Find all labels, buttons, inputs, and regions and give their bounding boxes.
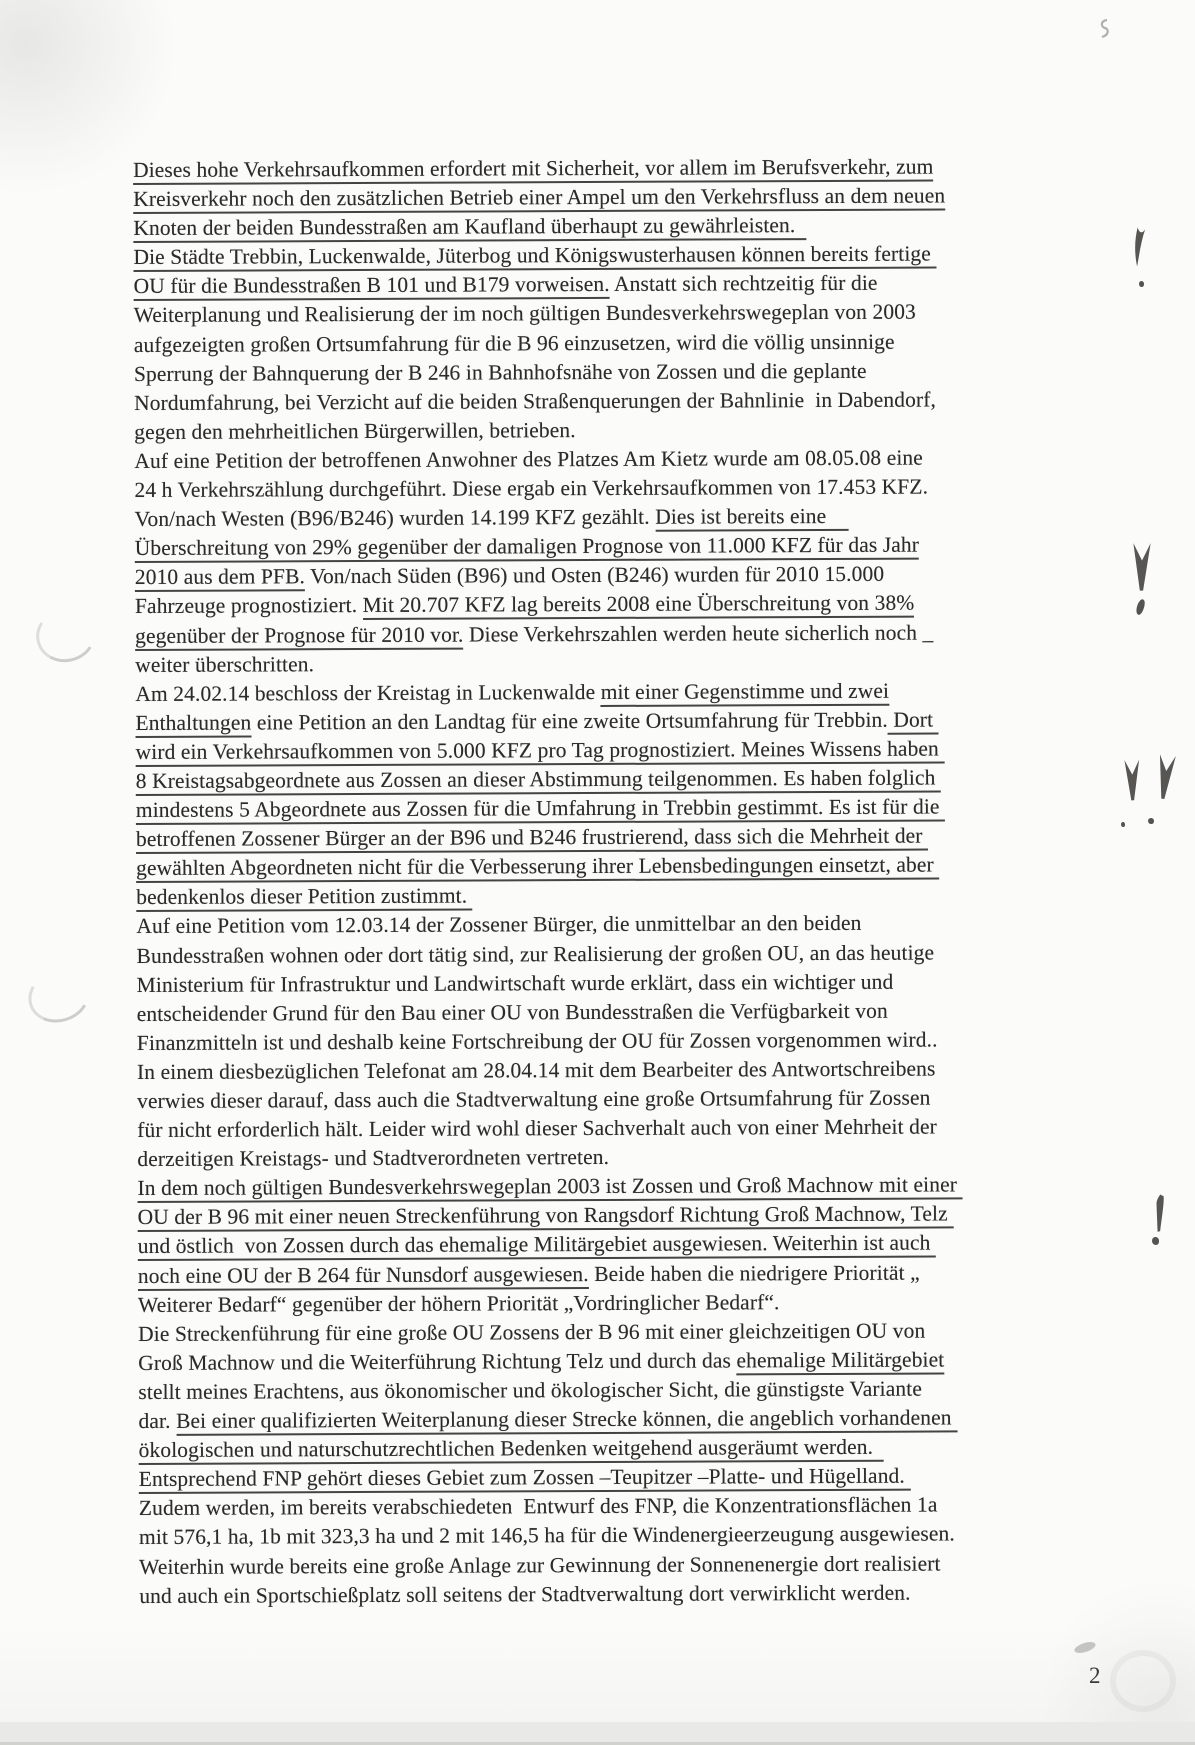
text-line xyxy=(135,647,1055,680)
text-line xyxy=(134,268,1054,301)
underlined-text: mindestens 5 Abgeordnete aus Zossen für die Umfahrung in Trebbin gestimmt. Es ist für die xyxy=(136,795,945,826)
text-segment: für nicht erforderlich hält. Leider wird wohl dieser Sachverhalt auch von einer Mehrheit der xyxy=(137,1114,937,1143)
text-segment: Weiterhin wurde bereits eine große Anlage zur Gewinnung der Sonnenenergie dort realisiert xyxy=(139,1550,941,1579)
handwritten-check-mark-1 xyxy=(1130,220,1149,275)
underlined-text: und östlich von Zossen durch das ehemalige Militärgebiet ausgewiesen. Weiterhin ist auch xyxy=(138,1231,936,1261)
text-line xyxy=(136,850,1056,883)
ink-dot-3 xyxy=(1121,822,1125,827)
text-segment: Auf eine Petition vom 12.03.14 der Zossener Bürger, die unmittelbar an den beiden xyxy=(136,911,862,939)
ink-dot-2 xyxy=(1135,598,1147,615)
text-line xyxy=(139,1490,1059,1523)
text-segment: Die Streckenführung für eine große OU Zossens der B 96 mit einer gleichzeitigen OU von xyxy=(138,1318,926,1346)
underlined-text: Kreisverkehr noch den zusätzlichen Betrieb einer Ampel um den Verkehrsfluss an dem neuen xyxy=(133,184,945,215)
text-line xyxy=(134,472,1054,505)
smudge-top-right xyxy=(1096,18,1110,40)
text-segment: Sperrung der Bahnquerung der B 246 in Bahnhofsnähe von Zossen und die geplante xyxy=(133,358,867,386)
text-line xyxy=(138,1345,1058,1378)
underlined-text: noch eine OU der B 264 für Nunsdorf ausgewiesen. xyxy=(138,1262,589,1291)
punch-shadow-2 xyxy=(21,962,96,1031)
text-line xyxy=(138,1316,1058,1349)
text-line xyxy=(138,1199,1058,1232)
text-line xyxy=(136,938,1056,971)
text-line xyxy=(138,1287,1058,1320)
smudge-above-page-number xyxy=(1073,1640,1097,1655)
underlined-text: gewählten Abgeordneten nicht für die Verbesserung ihrer Lebensbedingungen einsetzt, aber xyxy=(136,853,939,884)
handwritten-check-mark-3 xyxy=(1120,758,1145,805)
underlined-text: ehemalige Militärgebiet xyxy=(736,1347,944,1375)
text-segment: verwies dieser darauf, dass auch die Stadtverwaltung eine große Ortsumfahrung für Zossen xyxy=(137,1085,931,1113)
handwritten-check-mark-4 xyxy=(1150,752,1180,804)
text-line xyxy=(137,1141,1057,1174)
text-line xyxy=(136,908,1056,941)
text-segment: Nordumfahrung, bei Verzicht auf die beiden Straßenquerungen der Bahnlinie in Dabendorf, xyxy=(134,387,936,415)
text-line xyxy=(138,1374,1058,1407)
text-segment: 24 h Verkehrszählung durchgeführt. Diese ergab ein Verkehrsaufkommen von 17.453 KFZ. xyxy=(134,474,929,503)
underlined-text: mit einer Gegenstimme und zwei xyxy=(601,678,890,706)
text-segment: Groß Machnow und die Weiterführung Richtung Telz und durch das xyxy=(138,1348,737,1375)
underlined-text: Dies ist bereits eine xyxy=(655,504,848,532)
underlined-text: OU der B 96 mit einer neuen Streckenführung von Rangsdorf Richtung Groß Machnow, Telz xyxy=(138,1202,954,1233)
text-segment: mit 576,1 ha, 1b mit 323,3 ha und 2 mit 146,5 ha für die Windenergieerzeugung ausgewiesen. xyxy=(138,1521,955,1550)
text-segment: Am 24.02.14 beschloss der Kreistag in Luckenwalde xyxy=(135,679,601,706)
text-segment: Ministerium für Infrastruktur und Landwirtschaft wurde erklärt, dass ein wichtiger und xyxy=(136,969,894,997)
text-segment: stellt meines Erachtens, aus ökonomischer und ökologischer Sicht, die günstigste Variante xyxy=(138,1376,922,1404)
text-line xyxy=(137,1170,1057,1203)
text-segment: dar. xyxy=(138,1408,177,1434)
text-segment: entscheidender Grund für den Bau einer OU von Bundesstraßen die Verfügbarkeit von xyxy=(136,998,888,1026)
text-line xyxy=(134,414,1054,447)
scan-edge xyxy=(0,1722,1195,1745)
text-segment: Anstatt sich rechtzeitig für die xyxy=(609,271,878,297)
text-line xyxy=(134,297,1054,330)
handwritten-exclamation-mark xyxy=(1149,1190,1168,1239)
text-line xyxy=(136,792,1056,825)
text-line xyxy=(135,559,1055,592)
text-line xyxy=(134,356,1054,389)
text-segment: und auch ein Sportschießplatz soll seitens der Stadtverwaltung dort verwirklicht werden. xyxy=(139,1580,911,1608)
underlined-text: 8 Kreistagsabgeordnete aus Zossen an dieser Abstimmung teilgenommen. Es haben folglich xyxy=(136,765,941,796)
page-number: 2 xyxy=(1089,1663,1101,1688)
text-line xyxy=(135,530,1055,563)
text-segment: Von/nach Süden (B96) und Osten (B246) wurden für 2010 15.000 xyxy=(304,562,885,589)
underlined-text: 2010 aus dem PFB. xyxy=(135,565,305,593)
underlined-text: Enthaltungen xyxy=(135,710,251,738)
text-line xyxy=(135,705,1055,738)
underlined-text: In dem noch gültigen Bundesverkehrswegeplan 2003 ist Zossen und Groß Machnow mit einer xyxy=(137,1173,962,1204)
text-line xyxy=(136,763,1056,796)
underlined-text: wird ein Verkehrsaufkommen von 5.000 KFZ pro Tag prognostiziert. Meines Wissens haben xyxy=(136,736,945,767)
text-segment: In einem diesbezüglichen Telefonat am 28.04.14 mit dem Bearbeiter des Antwortschreibens xyxy=(136,1056,936,1084)
underlined-text: Überschreitung von 29% gegenüber der damaligen Prognose von 11.000 KFZ für das Jahr xyxy=(135,533,919,563)
underlined-text: Die Städte Trebbin, Luckenwalde, Jüterbog und Königswusterhausen können bereits fertige xyxy=(133,242,936,273)
underlined-text: gegenüber der Prognose für 2010 vor. xyxy=(135,622,464,650)
text-line xyxy=(135,676,1055,709)
text-segment: Auf eine Petition der betroffenen Anwohner des Platzes Am Kietz wurde am 08.05.08 eine xyxy=(134,445,923,473)
text-segment: aufgezeigten großen Ortsumfahrung für die B 96 einzusetzen, wird die völlig unsinnige xyxy=(133,329,895,357)
text-segment: gegen den mehrheitlichen Bürgerwillen, betrieben. xyxy=(134,417,576,444)
underlined-text: betroffenen Zossener Bürger an der B96 und B246 frustrierend, dass sich die Mehrheit der xyxy=(136,824,928,854)
text-segment: weiter überschritten. xyxy=(135,651,315,677)
ink-dot-1 xyxy=(1139,281,1144,287)
text-line xyxy=(135,501,1055,534)
text-segment: Weiterplanung und Realisierung der im noch gültigen Bundesverkehrswegeplan von 2003 xyxy=(133,300,916,328)
text-line xyxy=(134,443,1054,476)
underlined-text: Dieses hohe Verkehrsaufkommen erfordert mit Sicherheit, vor allem im Berufsverkehr, zum xyxy=(133,155,933,185)
underlined-text: Bei einer qualifizierten Weiterplanung dieser Strecke können, die angeblich vorhandenen xyxy=(176,1405,957,1435)
text-line xyxy=(139,1461,1059,1494)
underlined-text: OU für die Bundesstraßen B 101 und B179 vorweisen. xyxy=(134,272,610,301)
text-line xyxy=(133,152,1053,185)
text-line xyxy=(139,1548,1059,1581)
underlined-text: Knoten der beiden Bundesstraßen am Kaufland überhaupt zu gewährleisten. xyxy=(133,213,806,243)
text-segment: Fahrzeuge prognostiziert. xyxy=(134,593,363,619)
text-line xyxy=(137,996,1057,1029)
text-line xyxy=(137,1025,1057,1058)
text-segment: derzeitigen Kreistags- und Stadtverordneten vertreten. xyxy=(137,1145,610,1172)
text-line xyxy=(139,1432,1059,1465)
text-segment: Bundesstraßen wohnen oder dort tätig sind, zur Realisierung der großen OU, an das heutige xyxy=(136,940,935,968)
document-lines xyxy=(133,152,1059,1611)
text-line xyxy=(134,327,1054,360)
text-line xyxy=(134,385,1054,418)
text-line xyxy=(138,1403,1058,1436)
text-line xyxy=(139,1578,1059,1611)
text-line xyxy=(133,239,1053,272)
punch-shadow-1 xyxy=(30,602,101,669)
text-line xyxy=(139,1519,1059,1552)
underlined-text: Entsprechend FNP gehört dieses Gebiet zum Zossen –Teupitzer –Platte- und Hügelland. xyxy=(139,1464,911,1494)
handwritten-check-mark-2 xyxy=(1129,541,1155,595)
underlined-text: ökologischen und naturschutzrechtlichen Bedenken weitgehend ausgeräumt werden. xyxy=(139,1435,884,1465)
text-line xyxy=(137,967,1057,1000)
text-segment: Diese Verkehrszahlen werden heute sicherlich noch _ xyxy=(463,620,934,647)
text-line xyxy=(133,181,1053,214)
ink-dot-5 xyxy=(1152,1237,1159,1245)
ink-dot-4 xyxy=(1148,818,1154,824)
underlined-text: Mit 20.707 KFZ lag bereits 2008 eine Überschreitung von 38% xyxy=(363,591,915,620)
text-line xyxy=(136,734,1056,767)
text-segment: Von/nach Westen (B96/B246) wurden 14.199 KFZ gezählt. xyxy=(134,504,656,532)
text-segment: Weiterer Bedarf“ gegenüber der höhern Priorität „Vordringlicher Bedarf“. xyxy=(137,1289,780,1317)
text-segment: Beide haben die niedrigere Priorität „ xyxy=(588,1260,920,1286)
text-line xyxy=(136,879,1056,912)
smudge-ring-page-number xyxy=(1110,1650,1176,1712)
underlined-text: bedenkenlos dieser Petition zustimmt. xyxy=(136,884,473,912)
text-line xyxy=(138,1228,1058,1261)
underlined-text: Dort xyxy=(888,707,939,734)
text-line xyxy=(133,210,1053,243)
text-segment: Finanzmitteln ist und deshalb keine Fortschreibung der OU für Zossen vorgenommen wird.. xyxy=(136,1027,938,1055)
text-line xyxy=(137,1083,1057,1116)
text-line xyxy=(135,588,1055,621)
text-segment: Zudem werden, im bereits verabschiedeten Entwurf des FNP, die Konzentrationsflächen 1a xyxy=(138,1492,938,1521)
text-line xyxy=(138,1258,1058,1291)
text-line xyxy=(137,1112,1057,1145)
text-line xyxy=(137,1054,1057,1087)
text-segment: eine Petition an den Landtag für eine zweite Ortsumfahrung für Trebbin. xyxy=(251,707,888,735)
text-line xyxy=(136,821,1056,854)
text-line xyxy=(135,617,1055,650)
